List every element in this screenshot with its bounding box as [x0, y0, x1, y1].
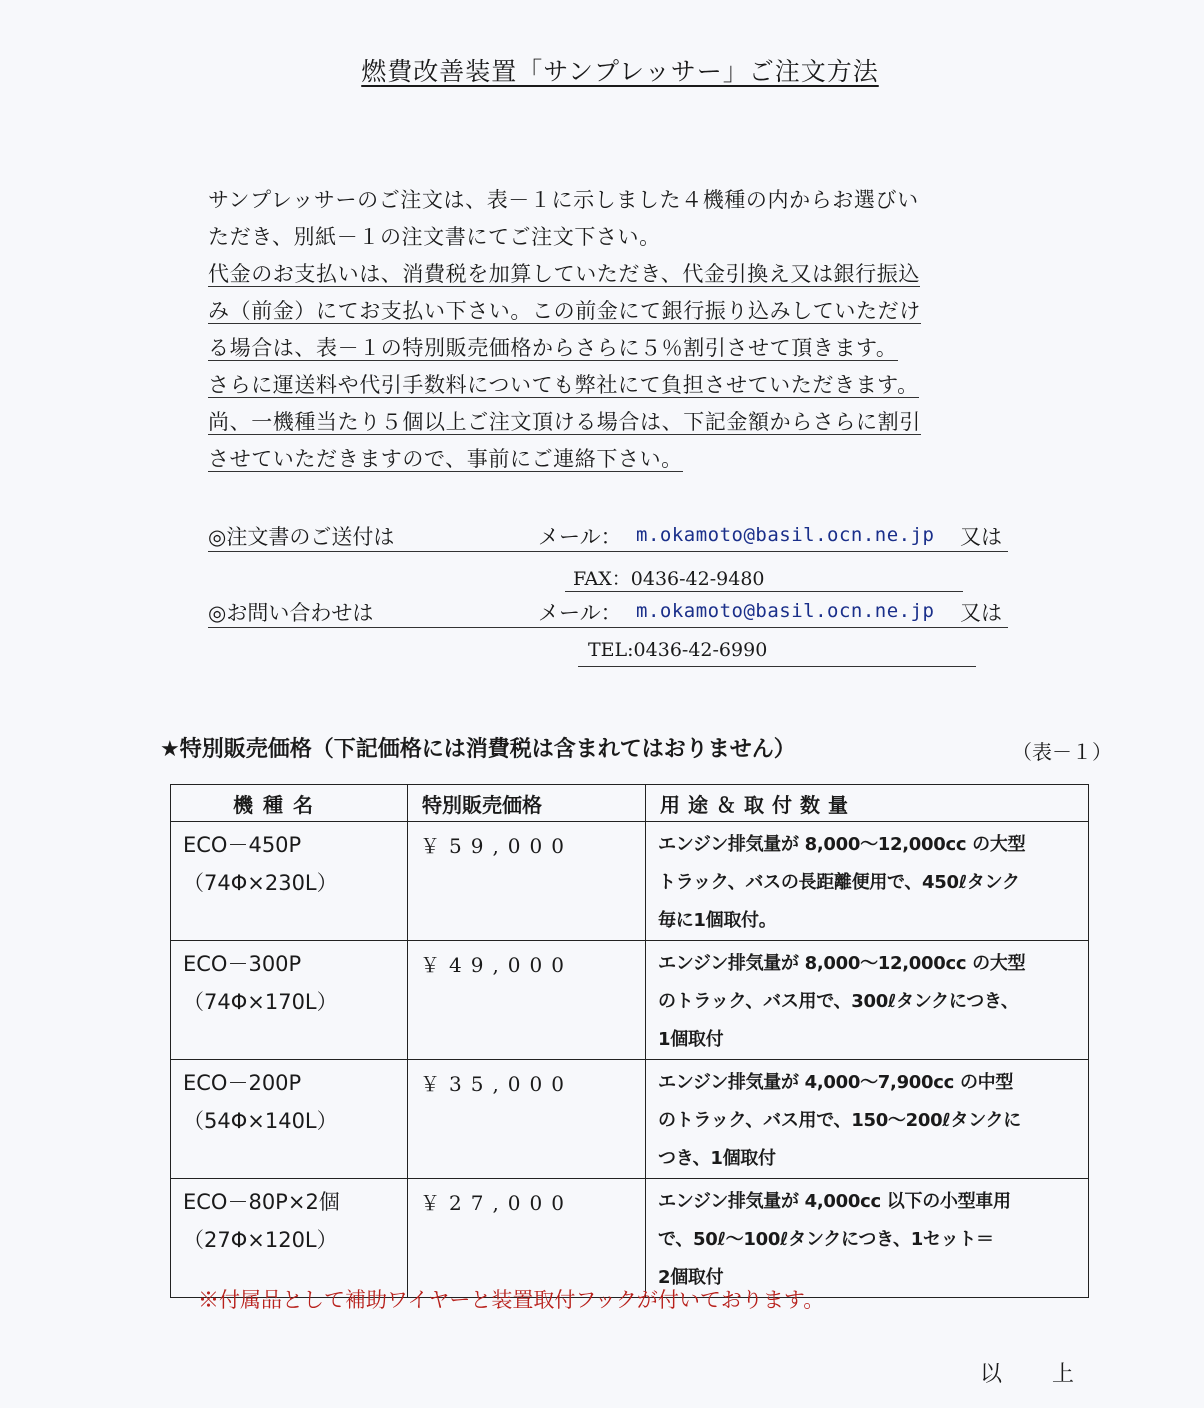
price-cell [408, 941, 646, 1060]
usage-line: のトラック、バス用で、300ℓタンクにつき、 [658, 991, 1019, 1012]
header-usage: 用途＆取付数量 [646, 785, 1089, 822]
intro-line: サンプレッサーのご注文は、表－１に示しました４機種の内からお選びい [208, 188, 919, 212]
price-cell [408, 822, 646, 941]
payment-line: させていただきますので、事前にご連絡下さい。 [208, 447, 683, 471]
usage-line: 2個取付 [658, 1267, 724, 1288]
payment-line: 代金のお支払いは、消費税を加算していただき、代金引換え又は銀行振込 [208, 262, 920, 286]
intro-line: ただき、別紙－１の注文書にてご注文下さい。 [208, 225, 661, 249]
usage-line: エンジン排気量が 4,000～7,900cc の中型 [658, 1072, 1014, 1093]
usage-line: つき、1個取付 [658, 1148, 776, 1169]
table-row [171, 941, 1089, 1060]
header-model: 機種名 [171, 785, 408, 822]
inquiry-tel-row [578, 636, 976, 667]
payment-line: さらに運送料や代引手数料についても弊社にて負担させていただきます。 [208, 373, 919, 397]
price-value: ￥27,000 [420, 1191, 573, 1215]
order-contact-label: ◎注文書のご送付は [208, 525, 395, 549]
payment-line: み（前金）にてお支払い下さい。この前金にて銀行振り込みしていただけ [208, 299, 921, 323]
model-cell [171, 1060, 408, 1179]
usage-cell [646, 941, 1089, 1060]
usage-line: エンジン排気量が 4,000cc 以下の小型車用 [658, 1191, 1011, 1212]
model-name: ECO－300P [183, 952, 302, 976]
price-value: ￥35,000 [420, 1072, 573, 1096]
usage-line: エンジン排気量が 8,000～12,000cc の大型 [658, 834, 1026, 855]
payment-line: る場合は、表－１の特別販売価格からさらに５％割引させて頂きます。 [208, 336, 898, 360]
model-size: （27Φ×120L） [183, 1228, 338, 1252]
model-cell [171, 822, 408, 941]
table-row [171, 1179, 1089, 1298]
model-size: （74Φ×170L） [183, 990, 338, 1014]
inquiry-contact-label: ◎お問い合わせは [208, 601, 374, 625]
inquiry-contact-row [208, 597, 1008, 628]
model-name: ECO－200P [183, 1071, 302, 1095]
order-mail-label: メール： [538, 525, 622, 549]
price-heading: ★特別販売価格（下記価格には消費税は含まれてはおりません） [160, 737, 796, 762]
order-mail-link[interactable]: m.okamoto@basil.ocn.ne.jp [636, 524, 935, 546]
order-or-text: 又は [960, 525, 1002, 549]
accessory-note: ※付属品として補助ワイヤーと装置取付フックが付いております。 [198, 1288, 825, 1312]
price-value: ￥59,000 [420, 834, 573, 858]
usage-cell [646, 1060, 1089, 1179]
model-size: （74Φ×230L） [183, 871, 338, 895]
table-row [171, 822, 1089, 941]
usage-line: 1個取付 [658, 1029, 724, 1050]
model-name: ECO－80P×2個 [183, 1190, 340, 1214]
price-table [170, 784, 1089, 1298]
price-cell [408, 1179, 646, 1298]
document-title: 燃費改善装置「サンプレッサー」ご注文方法 [361, 57, 879, 86]
inquiry-mail-link[interactable]: m.okamoto@basil.ocn.ne.jp [636, 600, 935, 622]
table-label: （表－１） [1012, 740, 1112, 764]
inquiry-tel: TEL:0436-42-6990 [588, 639, 768, 661]
model-cell [171, 1179, 408, 1298]
order-fax: FAX：0436-42-9480 [573, 568, 765, 590]
usage-line: で、50ℓ～100ℓタンクにつき、1セット＝ [658, 1229, 994, 1250]
closing-text: 以上 [980, 1362, 1125, 1387]
model-cell [171, 941, 408, 1060]
inquiry-or-text: 又は [960, 601, 1002, 625]
table-row [171, 1060, 1089, 1179]
usage-line: トラック、バスの長距離便用で、450ℓタンク [658, 872, 1020, 893]
header-price: 特別販売価格 [408, 785, 646, 822]
usage-line: エンジン排気量が 8,000～12,000cc の大型 [658, 953, 1026, 974]
payment-line: 尚、一機種当たり５個以上ご注文頂ける場合は、下記金額からさらに割引 [208, 410, 921, 434]
table-header-row [171, 785, 1089, 822]
usage-cell [646, 822, 1089, 941]
order-fax-row [565, 561, 963, 592]
price-value: ￥49,000 [420, 953, 573, 977]
usage-line: 毎に1個取付。 [658, 910, 777, 931]
usage-line: のトラック、バス用で、150～200ℓタンクに [658, 1110, 1021, 1131]
order-contact-row [208, 521, 1008, 552]
price-cell [408, 1060, 646, 1179]
model-name: ECO－450P [183, 833, 302, 857]
usage-cell [646, 1179, 1089, 1298]
model-size: （54Φ×140L） [183, 1109, 338, 1133]
inquiry-mail-label: メール： [538, 601, 622, 625]
